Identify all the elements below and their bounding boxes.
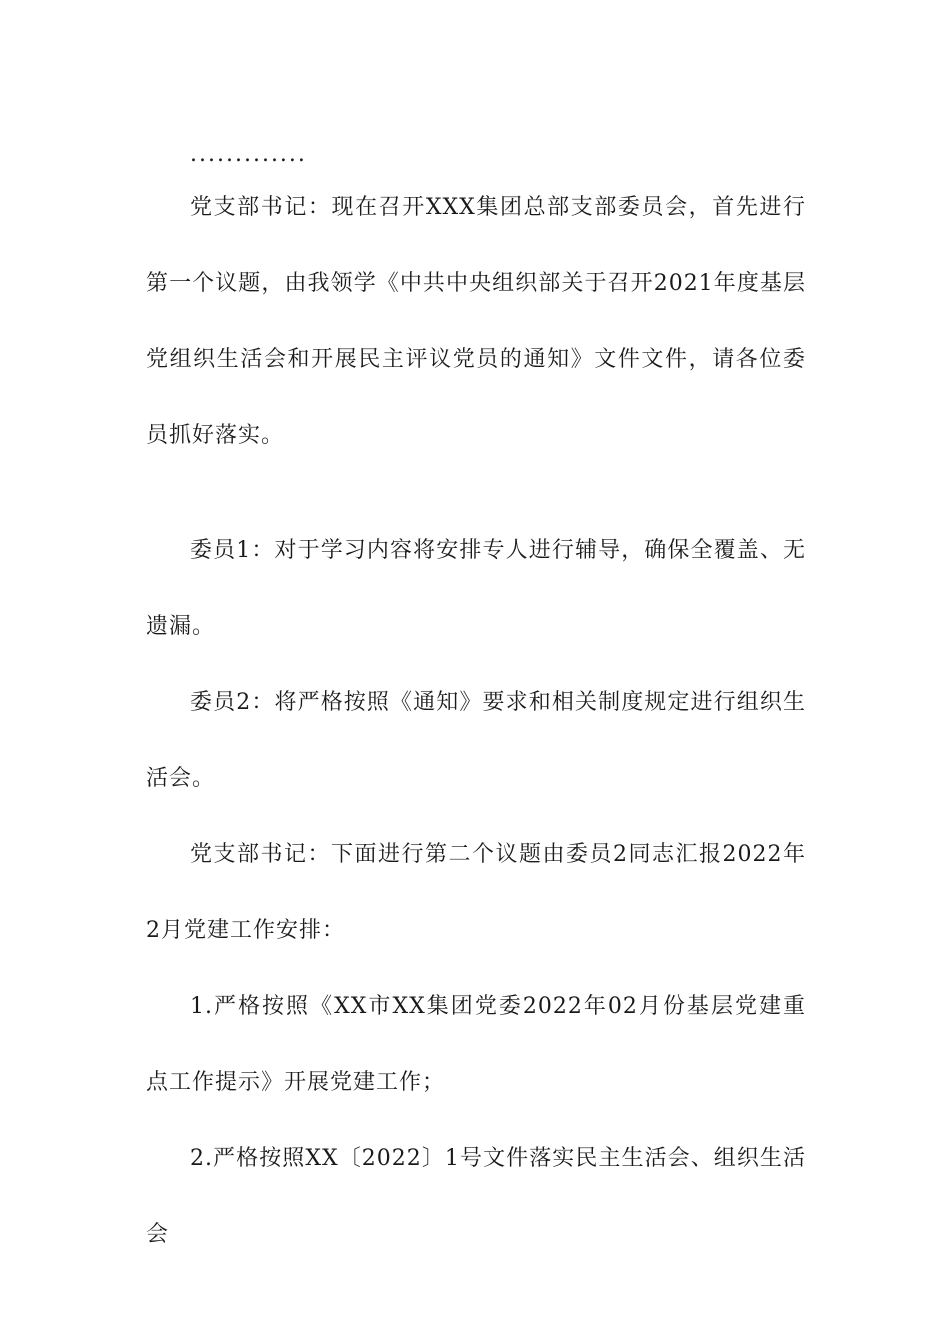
ellipsis-marker: ............. [190, 142, 307, 167]
list-item-2: 2.严格按照XX〔2022〕1号文件落实民主生活会、组织生活会 [146, 1146, 806, 1247]
list-item-1: 1.严格按照《XX市XX集团党委2022年02月份基层党建重点工作提示》开展党建工作； [146, 994, 806, 1095]
paragraph-secretary-second-topic: 党支部书记：下面进行第二个议题由委员2同志汇报2022年2月党建工作安排： [146, 842, 806, 943]
paragraph-member-1: 委员1：对于学习内容将安排专人进行辅导，确保全覆盖、无遗漏。 [146, 538, 806, 639]
paragraph-secretary-opening: 党支部书记：现在召开XXX集团总部支部委员会，首先进行第一个议题，由我领学《中共中央组织部关于召开2021年度基层党组织生活会和开展民主评议党员的通知》文件文件，请各位委员抓好落实。 [146, 195, 806, 448]
paragraph-member-2: 委员2：将严格按照《通知》要求和相关制度规定进行组织生活会。 [146, 690, 806, 791]
